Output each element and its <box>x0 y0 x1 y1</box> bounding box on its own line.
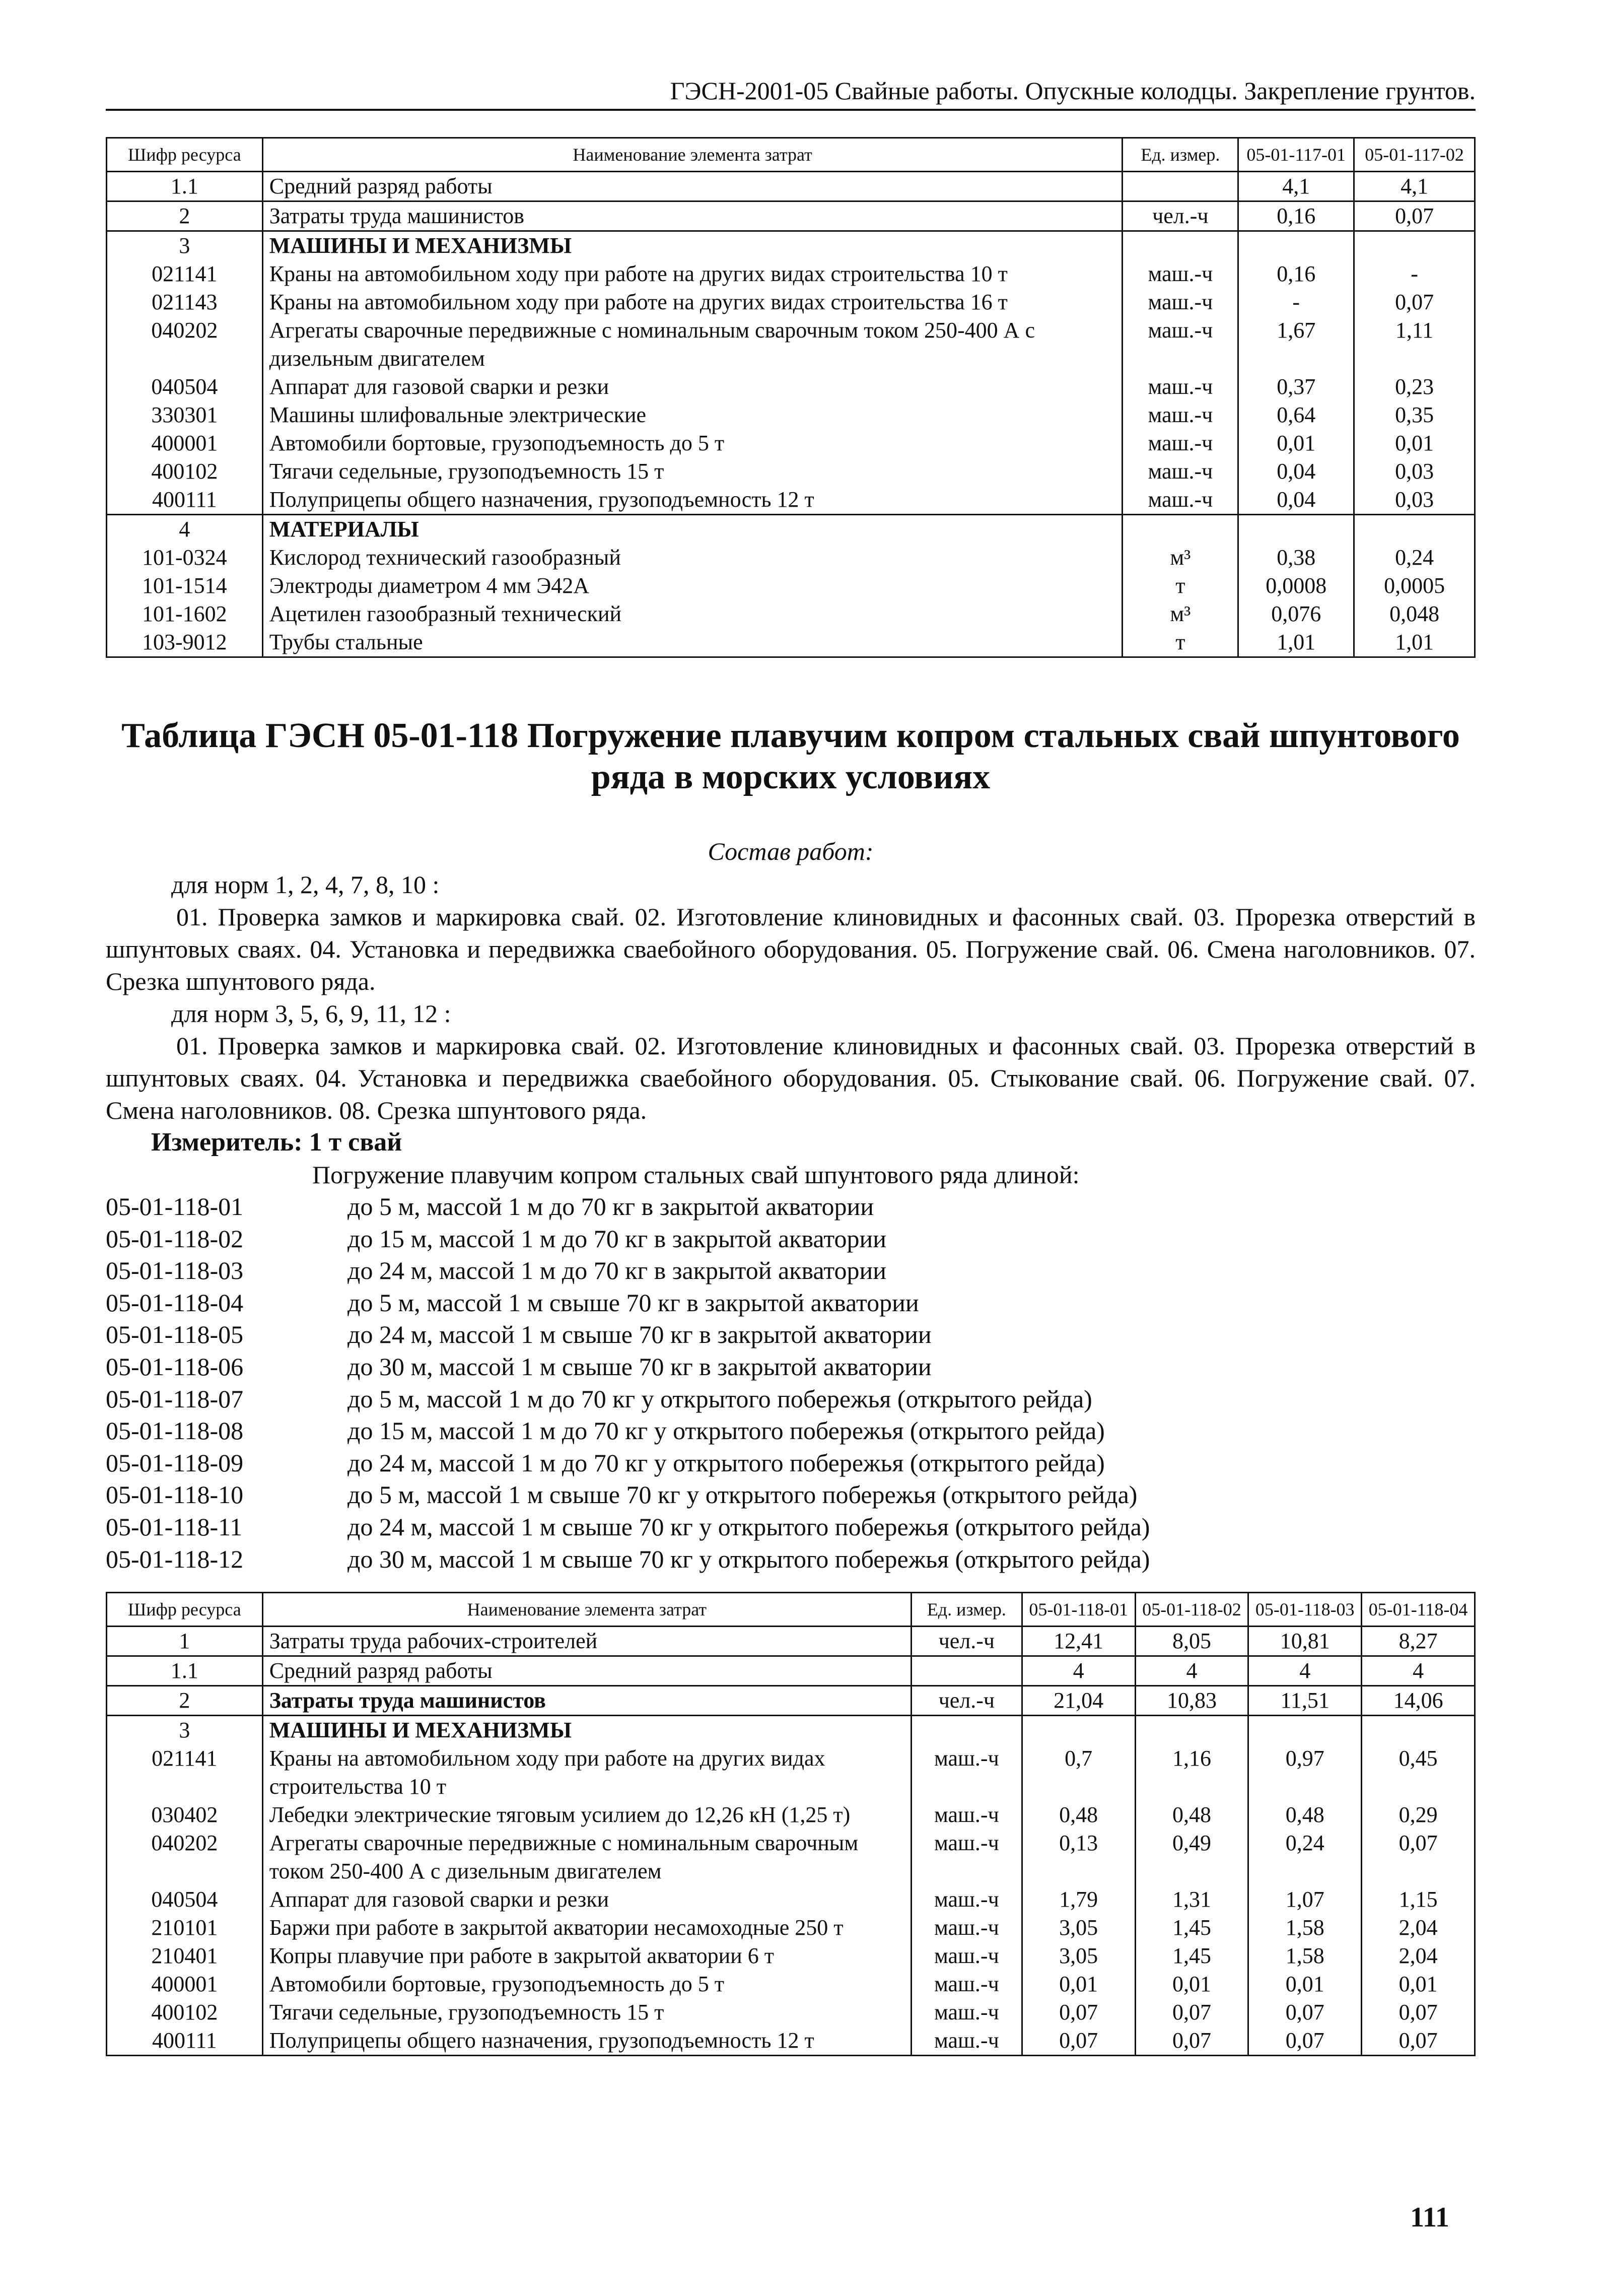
norm-variant <box>106 1511 1150 1543</box>
norm-value-cell: - <box>1354 260 1475 288</box>
norm-variant <box>106 1255 1150 1287</box>
resource-name-cell: Тягачи седельные, грузоподъемность 15 т <box>262 457 1123 486</box>
norm-variants-list <box>106 1191 1150 1575</box>
composition-label: Состав работ: <box>708 837 874 865</box>
norm-value-cell: 2,04 <box>1362 1942 1475 1970</box>
norm-value-cell: 21,04 <box>1022 1686 1135 1716</box>
resource-name-cell: Средний разряд работы <box>262 1656 911 1686</box>
table-row <box>107 373 1475 401</box>
page-number: 111 <box>1410 2202 1449 2233</box>
unit-cell: маш.-ч <box>911 1801 1022 1829</box>
norm-description: до 15 м, массой 1 м до 70 кг у открытого побережья (открытого рейда) <box>347 1416 1105 1445</box>
resource-code-cell: 101-1602 <box>107 600 263 628</box>
norm-value-cell <box>1135 1716 1248 1745</box>
unit-cell: м³ <box>1123 544 1238 572</box>
unit-cell: маш.-ч <box>1123 401 1238 429</box>
table-row <box>107 486 1475 515</box>
norm-value-cell: 1,11 <box>1354 316 1475 373</box>
table-row <box>107 1716 1475 1745</box>
norm-value-cell <box>1362 1716 1475 1745</box>
norm-value-cell: 0,37 <box>1238 373 1354 401</box>
col-header-code: Шифр ресурса <box>107 138 263 172</box>
norm-code: 05-01-118-03 <box>106 1256 244 1285</box>
norm-value-cell: 3,05 <box>1022 1942 1135 1970</box>
table-row <box>107 288 1475 316</box>
norm-value-cell: 1,16 <box>1135 1744 1248 1801</box>
norm-value-cell: 0,45 <box>1362 1744 1475 1801</box>
norm-variant <box>106 1319 1150 1351</box>
resource-name-cell: Автомобили бортовые, грузоподъемность до 5 т <box>262 1970 911 1998</box>
norm-description: до 30 м, массой 1 м свыше 70 кг в закрытой акватории <box>347 1352 932 1381</box>
norm-code: 05-01-118-10 <box>106 1480 244 1509</box>
norm-variant <box>106 1447 1150 1479</box>
unit-cell <box>911 1656 1022 1686</box>
norm-code: 05-01-118-07 <box>106 1384 244 1413</box>
norm-value-cell: 0,16 <box>1238 260 1354 288</box>
norm-description: до 5 м, массой 1 м до 70 кг у открытого побережья (открытого рейда) <box>347 1384 1092 1413</box>
resource-name-cell: МАТЕРИАЛЫ <box>262 515 1123 544</box>
norm-variant <box>106 1223 1150 1255</box>
unit-cell: маш.-ч <box>911 1998 1022 2027</box>
col-header-name: Наименование элемента затрат <box>262 138 1123 172</box>
resource-name-cell: Затраты труда машинистов <box>262 1686 911 1716</box>
norm-description: до 5 м, массой 1 м до 70 кг в закрытой акватории <box>347 1192 874 1221</box>
unit-cell: маш.-ч <box>1123 288 1238 316</box>
norm-value-cell <box>1248 1716 1362 1745</box>
norm-value-cell: 1,45 <box>1135 1914 1248 1942</box>
resource-code-cell: 2 <box>107 201 263 231</box>
resource-code-cell: 330301 <box>107 401 263 429</box>
col-header-norm: 05-01-118-02 <box>1135 1593 1248 1627</box>
unit-cell: маш.-ч <box>911 1829 1022 1885</box>
unit-cell: маш.-ч <box>1123 373 1238 401</box>
norm-value-cell: 1,45 <box>1135 1942 1248 1970</box>
col-header-name: Наименование элемента затрат <box>262 1593 911 1627</box>
norm-value-cell <box>1354 515 1475 544</box>
table-row <box>107 316 1475 373</box>
norm-variant <box>106 1191 1150 1223</box>
unit-cell: маш.-ч <box>911 1942 1022 1970</box>
unit-cell: маш.-ч <box>1123 316 1238 373</box>
norm-value-cell: 0,48 <box>1135 1801 1248 1829</box>
resource-code-cell: 040504 <box>107 373 263 401</box>
norm-value-cell: 1,58 <box>1248 1914 1362 1942</box>
table-row <box>107 1656 1475 1686</box>
norm-value-cell: 4,1 <box>1238 172 1354 201</box>
norm-value-cell: 0,01 <box>1248 1970 1362 1998</box>
norm-value-cell: 4,1 <box>1354 172 1475 201</box>
col-header-norm: 05-01-117-02 <box>1354 138 1475 172</box>
norm-value-cell: 0,29 <box>1362 1801 1475 1829</box>
norm-value-cell <box>1238 515 1354 544</box>
norm-value-cell: 1,67 <box>1238 316 1354 373</box>
table-row <box>107 1914 1475 1942</box>
norm-value-cell: 4 <box>1135 1656 1248 1686</box>
norm-value-cell: 0,01 <box>1135 1970 1248 1998</box>
norm-value-cell: 12,41 <box>1022 1627 1135 1656</box>
resource-name-cell: Затраты труда рабочих-строителей <box>262 1627 911 1656</box>
resource-code-cell: 101-0324 <box>107 544 263 572</box>
norm-value-cell: 3,05 <box>1022 1914 1135 1942</box>
table-row <box>107 1885 1475 1914</box>
table-row <box>107 231 1475 260</box>
norm-value-cell: 0,38 <box>1238 544 1354 572</box>
norm-value-cell: 14,06 <box>1362 1686 1475 1716</box>
unit-cell: маш.-ч <box>911 1885 1022 1914</box>
resource-name-cell: Автомобили бортовые, грузоподъемность до 5 т <box>262 429 1123 457</box>
norm-value-cell: 2,04 <box>1362 1914 1475 1942</box>
norm-variant <box>106 1351 1150 1383</box>
resource-code-cell: 021141 <box>107 260 263 288</box>
norm-value-cell: 0,01 <box>1354 429 1475 457</box>
table-row <box>107 515 1475 544</box>
norm-value-cell: 0,03 <box>1354 486 1475 515</box>
resource-name-cell: Краны на автомобильном ходу при работе на других видах строительства 10 т <box>262 1744 911 1801</box>
table-row <box>107 457 1475 486</box>
norm-description: до 30 м, массой 1 м свыше 70 кг у открытого побережья (открытого рейда) <box>347 1544 1150 1573</box>
resource-code-cell: 3 <box>107 1716 263 1745</box>
table-row <box>107 1998 1475 2027</box>
norm-value-cell: 0,48 <box>1248 1801 1362 1829</box>
norm-value-cell: 0,07 <box>1362 1829 1475 1885</box>
col-header-norm: 05-01-118-04 <box>1362 1593 1475 1627</box>
norm-value-cell: 0,0005 <box>1354 572 1475 600</box>
resource-code-cell: 021143 <box>107 288 263 316</box>
resource-name-cell: Лебедки электрические тяговым усилием до 12,26 кН (1,25 т) <box>262 1801 911 1829</box>
table-row <box>107 628 1475 657</box>
norm-value-cell: 1,58 <box>1248 1942 1362 1970</box>
table-row <box>107 201 1475 231</box>
norm-value-cell: 10,83 <box>1135 1686 1248 1716</box>
norm-variant <box>106 1383 1150 1415</box>
resource-code-cell: 400102 <box>107 1998 263 2027</box>
unit-cell <box>1123 172 1238 201</box>
unit-cell: м³ <box>1123 600 1238 628</box>
norms-a-text <box>106 901 1476 997</box>
resource-code-cell: 400001 <box>107 1970 263 1998</box>
unit-cell: маш.-ч <box>911 2027 1022 2056</box>
unit-cell: чел.-ч <box>911 1686 1022 1716</box>
norm-value-cell: 0,07 <box>1248 2027 1362 2056</box>
resource-name-cell: Краны на автомобильном ходу при работе на других видах строительства 16 т <box>262 288 1123 316</box>
unit-cell <box>1123 515 1238 544</box>
norm-value-cell: 4 <box>1248 1656 1362 1686</box>
resource-code-cell: 103-9012 <box>107 628 263 657</box>
norm-value-cell <box>1354 231 1475 260</box>
resource-code-cell: 040202 <box>107 1829 263 1885</box>
norm-value-cell: 0,07 <box>1362 1998 1475 2027</box>
norm-value-cell: 0,01 <box>1238 429 1354 457</box>
resource-name-cell: Тягачи седельные, грузоподъемность 15 т <box>262 1998 911 2027</box>
resource-name-cell: Ацетилен газообразный технический <box>262 600 1123 628</box>
norm-value-cell: 0,48 <box>1022 1801 1135 1829</box>
resource-code-cell: 400111 <box>107 2027 263 2056</box>
norm-variant <box>106 1479 1150 1511</box>
norm-value-cell: 0,04 <box>1238 457 1354 486</box>
table-row <box>107 401 1475 429</box>
resource-code-cell: 1.1 <box>107 172 263 201</box>
unit-cell: маш.-ч <box>911 1914 1022 1942</box>
norm-value-cell: 0,03 <box>1354 457 1475 486</box>
resource-code-cell: 040202 <box>107 316 263 373</box>
resource-name-cell: Электроды диаметром 4 мм Э42А <box>262 572 1123 600</box>
table-row <box>107 1744 1475 1801</box>
table-row <box>107 1829 1475 1885</box>
norm-code: 05-01-118-02 <box>106 1224 244 1253</box>
norms-a-content: 01. Проверка замков и маркировка свай. 02. Изготовление клиновидных и фасонных свай. 03. Прорезка отверстий в шпунтовых сваях. 04. Установка и передвижка сваебойного оборудования. 05. Погружение свай. 06. Смена наголовников. 07. Срезка шпунтового ряда. <box>106 903 1476 995</box>
resource-name-cell: Аппарат для газовой сварки и резки <box>262 373 1123 401</box>
variants-intro: Погружение плавучим копром стальных свай шпунтового ряда длиной: <box>312 1161 1080 1189</box>
col-header-unit: Ед. измер. <box>1123 138 1238 172</box>
norm-value-cell: 1,07 <box>1248 1885 1362 1914</box>
norm-code: 05-01-118-11 <box>106 1512 243 1541</box>
norm-value-cell: 0,0008 <box>1238 572 1354 600</box>
norm-value-cell: 0,04 <box>1238 486 1354 515</box>
norm-value-cell: 0,24 <box>1354 544 1475 572</box>
resource-name-cell: Кислород технический газообразный <box>262 544 1123 572</box>
norm-description: до 24 м, массой 1 м до 70 кг в закрытой акватории <box>347 1256 887 1285</box>
resource-code-cell: 1 <box>107 1627 263 1656</box>
table-row <box>107 172 1475 201</box>
resource-name-cell: Полуприцепы общего назначения, грузоподъемность 12 т <box>262 2027 911 2056</box>
norms-b-text <box>106 1030 1476 1126</box>
norm-value-cell: 1,15 <box>1362 1885 1475 1914</box>
norm-value-cell: 0,076 <box>1238 600 1354 628</box>
norm-value-cell: 0,01 <box>1022 1970 1135 1998</box>
table-header-row <box>107 138 1475 172</box>
resource-code-cell: 4 <box>107 515 263 544</box>
col-header-norm: 05-01-118-03 <box>1248 1593 1362 1627</box>
norm-value-cell: 0,64 <box>1238 401 1354 429</box>
norm-variant <box>106 1287 1150 1319</box>
resource-name-cell: Полуприцепы общего назначения, грузоподъемность 12 т <box>262 486 1123 515</box>
norm-value-cell: 0,07 <box>1354 288 1475 316</box>
resource-code-cell: 2 <box>107 1686 263 1716</box>
unit-cell: маш.-ч <box>1123 457 1238 486</box>
unit-cell <box>1123 231 1238 260</box>
resource-name-cell: Копры плавучие при работе в закрытой акватории 6 т <box>262 1942 911 1970</box>
resource-name-cell: Агрегаты сварочные передвижные с номинальным сварочным током 250-400 А с дизельным двигателем <box>262 1829 911 1885</box>
unit-cell: т <box>1123 628 1238 657</box>
norm-value-cell <box>1238 231 1354 260</box>
table-header-row <box>107 1593 1475 1627</box>
norm-variant <box>106 1543 1150 1576</box>
norm-value-cell: 0,7 <box>1022 1744 1135 1801</box>
norm-value-cell: 0,49 <box>1135 1829 1248 1885</box>
resource-name-cell: МАШИНЫ И МЕХАНИЗМЫ <box>262 1716 911 1745</box>
resource-name-cell: Машины шлифовальные электрические <box>262 401 1123 429</box>
resource-code-cell: 040504 <box>107 1885 263 1914</box>
table-title: Таблица ГЭСН 05-01-118 Погружение плавучим копром стальных свай шпунтового ряда в морских условиях <box>121 716 1460 796</box>
norm-value-cell: 8,27 <box>1362 1627 1475 1656</box>
norm-description: до 15 м, массой 1 м до 70 кг в закрытой акватории <box>347 1224 887 1253</box>
norm-value-cell: 0,048 <box>1354 600 1475 628</box>
norm-description: до 24 м, массой 1 м до 70 кг у открытого побережья (открытого рейда) <box>347 1448 1105 1477</box>
norm-value-cell: 0,07 <box>1354 201 1475 231</box>
norm-value-cell: 0,13 <box>1022 1829 1135 1885</box>
resource-name-cell: Аппарат для газовой сварки и резки <box>262 1885 911 1914</box>
norm-value-cell: 8,05 <box>1135 1627 1248 1656</box>
resource-code-cell: 400111 <box>107 486 263 515</box>
table-row <box>107 544 1475 572</box>
resource-name-cell: Агрегаты сварочные передвижные с номинальным сварочным током 250-400 А с дизельным двигателем <box>262 316 1123 373</box>
resource-name-cell: Средний разряд работы <box>262 172 1123 201</box>
resource-table-118 <box>106 1592 1476 2056</box>
resource-name-cell: МАШИНЫ И МЕХАНИЗМЫ <box>262 231 1123 260</box>
norm-description: до 24 м, массой 1 м свыше 70 кг у открытого побережья (открытого рейда) <box>347 1512 1150 1541</box>
resource-code-cell: 400001 <box>107 429 263 457</box>
resource-code-cell: 3 <box>107 231 263 260</box>
norm-value-cell: 0,07 <box>1362 2027 1475 2056</box>
norm-value-cell: 0,16 <box>1238 201 1354 231</box>
resource-name-cell: Затраты труда машинистов <box>262 201 1123 231</box>
norm-description: до 5 м, массой 1 м свыше 70 кг у открытого побережья (открытого рейда) <box>347 1480 1138 1509</box>
table-row <box>107 1942 1475 1970</box>
unit-cell: маш.-ч <box>911 1744 1022 1801</box>
resource-code-cell: 400102 <box>107 457 263 486</box>
table-row <box>107 2027 1475 2056</box>
norm-value-cell: 0,35 <box>1354 401 1475 429</box>
norm-value-cell: 0,07 <box>1135 2027 1248 2056</box>
col-header-norm: 05-01-118-01 <box>1022 1593 1135 1627</box>
norm-value-cell: 0,07 <box>1135 1998 1248 2027</box>
norm-code: 05-01-118-05 <box>106 1320 244 1349</box>
unit-cell: маш.-ч <box>1123 486 1238 515</box>
unit-cell: чел.-ч <box>1123 201 1238 231</box>
resource-code-cell: 101-1514 <box>107 572 263 600</box>
col-header-unit: Ед. измер. <box>911 1593 1022 1627</box>
norm-variant <box>106 1415 1150 1447</box>
resource-name-cell: Баржи при работе в закрытой акватории несамоходные 250 т <box>262 1914 911 1942</box>
resource-name-cell: Краны на автомобильном ходу при работе на других видах строительства 10 т <box>262 260 1123 288</box>
norm-value-cell: 0,97 <box>1248 1744 1362 1801</box>
norm-value-cell: 0,01 <box>1362 1970 1475 1998</box>
norm-value-cell: 1,31 <box>1135 1885 1248 1914</box>
col-header-norm: 05-01-117-01 <box>1238 138 1354 172</box>
norm-value-cell: - <box>1238 288 1354 316</box>
unit-cell: т <box>1123 572 1238 600</box>
norm-value-cell: 1,01 <box>1354 628 1475 657</box>
table-row <box>107 572 1475 600</box>
norm-value-cell: 0,24 <box>1248 1829 1362 1885</box>
norm-code: 05-01-118-04 <box>106 1288 244 1317</box>
norm-value-cell: 4 <box>1362 1656 1475 1686</box>
norms-b-content: 01. Проверка замков и маркировка свай. 02. Изготовление клиновидных и фасонных свай. 03. Прорезка отверстий в шпунтовых сваях. 04. Установка и передвижка сваебойного оборудования. 05. Стыкование свай. 06. Погружение свай. 07. Смена наголовников. 08. Срезка шпунтового ряда. <box>106 1032 1476 1124</box>
col-header-code: Шифр ресурса <box>107 1593 263 1627</box>
norm-code: 05-01-118-09 <box>106 1448 244 1477</box>
unit-cell: маш.-ч <box>1123 429 1238 457</box>
norm-value-cell: 1,79 <box>1022 1885 1135 1914</box>
table-row <box>107 1686 1475 1716</box>
resource-code-cell: 210401 <box>107 1942 263 1970</box>
norm-value-cell: 1,01 <box>1238 628 1354 657</box>
norm-code: 05-01-118-06 <box>106 1352 244 1381</box>
norm-description: до 24 м, массой 1 м свыше 70 кг в закрытой акватории <box>347 1320 932 1349</box>
resource-name-cell: Трубы стальные <box>262 628 1123 657</box>
norm-value-cell <box>1022 1716 1135 1745</box>
norm-value-cell: 0,23 <box>1354 373 1475 401</box>
table-row <box>107 1627 1475 1656</box>
resource-code-cell: 1.1 <box>107 1656 263 1686</box>
unit-cell <box>911 1716 1022 1745</box>
table-row <box>107 260 1475 288</box>
norms-a-label: для норм 1, 2, 4, 7, 8, 10 : <box>171 870 440 899</box>
norm-description: до 5 м, массой 1 м свыше 70 кг в закрытой акватории <box>347 1288 919 1317</box>
unit-cell: маш.-ч <box>911 1970 1022 1998</box>
norm-code: 05-01-118-12 <box>106 1544 244 1573</box>
resource-code-cell: 210101 <box>107 1914 263 1942</box>
norm-value-cell: 4 <box>1022 1656 1135 1686</box>
resource-code-cell: 030402 <box>107 1801 263 1829</box>
resource-table-117 <box>106 137 1476 658</box>
table-row <box>107 600 1475 628</box>
norm-value-cell: 10,81 <box>1248 1627 1362 1656</box>
norm-code: 05-01-118-08 <box>106 1416 244 1445</box>
norm-code: 05-01-118-01 <box>106 1192 244 1221</box>
running-header: ГЭСН-2001-05 Свайные работы. Опускные колодцы. Закрепление грунтов. <box>106 76 1476 111</box>
norms-b-label: для норм 3, 5, 6, 9, 11, 12 : <box>171 999 451 1028</box>
norm-value-cell: 0,07 <box>1248 1998 1362 2027</box>
unit-cell: маш.-ч <box>1123 260 1238 288</box>
table-row <box>107 429 1475 457</box>
unit-cell: чел.-ч <box>911 1627 1022 1656</box>
norm-value-cell: 0,07 <box>1022 1998 1135 2027</box>
table-row <box>107 1801 1475 1829</box>
norm-value-cell: 0,07 <box>1022 2027 1135 2056</box>
table-row <box>107 1970 1475 1998</box>
norm-value-cell: 11,51 <box>1248 1686 1362 1716</box>
measure-unit: Измеритель: 1 т свай <box>151 1128 402 1157</box>
resource-code-cell: 021141 <box>107 1744 263 1801</box>
